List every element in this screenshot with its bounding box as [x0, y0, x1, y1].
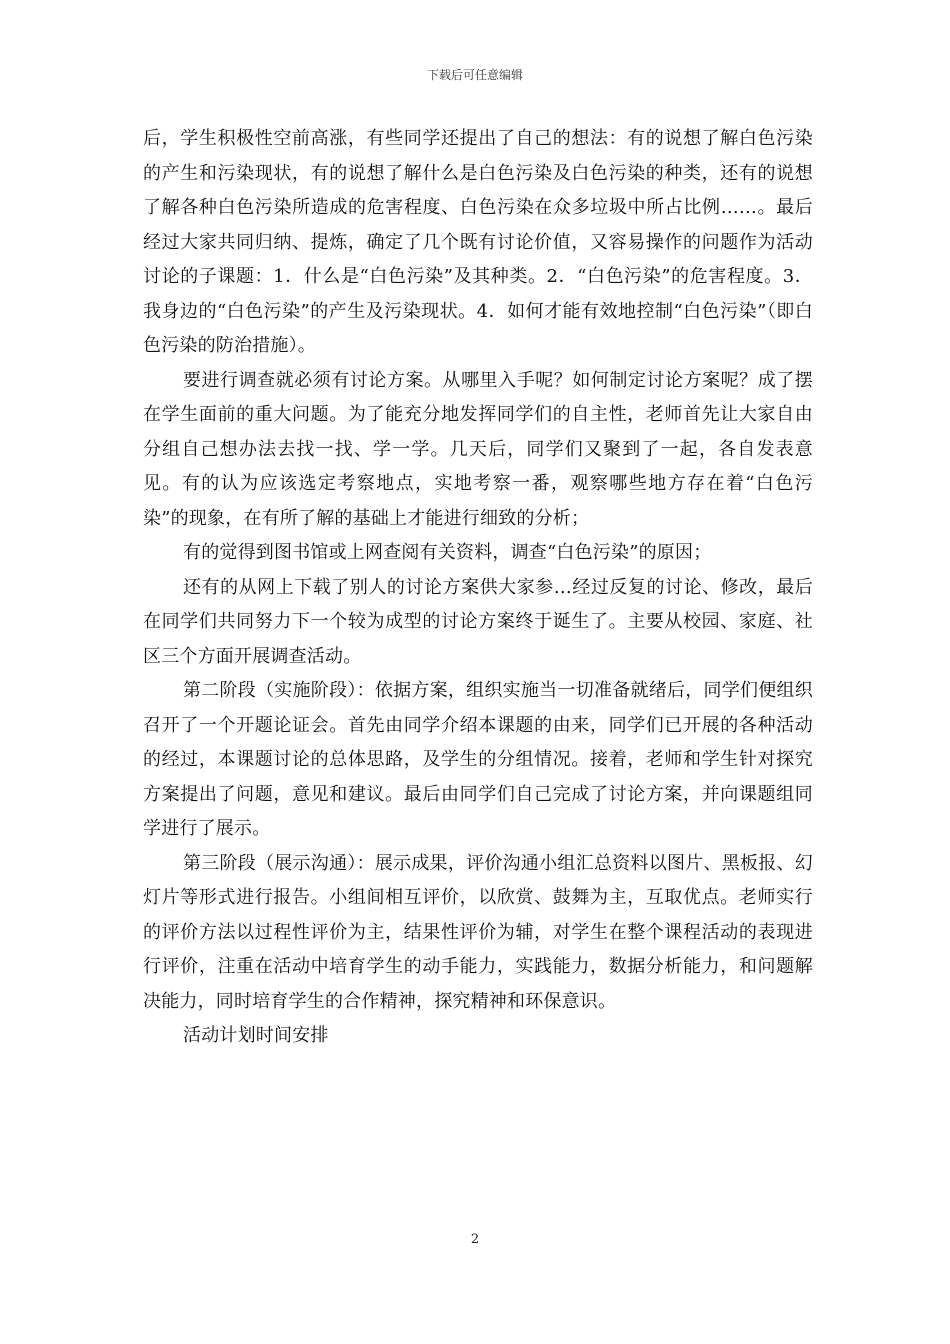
paragraph-plan: 要进行调查就必须有讨论方案。从哪里入手呢？如何制定讨论方案呢？成了摆在学生面前的重大问题。为了能充分地发挥同学们的自主性，老师首先让大家自由分组自己想办法去找一找、学一学。几天后，同学们又聚到了一起，各自发表意见。有的认为应该选定考察地点，实地考察一番，观察哪些地方存在着“白色污染”的现象，在有所了解的基础上才能进行细致的分析； — [143, 369, 813, 529]
page-number: 2 — [470, 1232, 480, 1247]
paragraph-stage-two: 第二阶段（实施阶段）：依据方案，组织实施当一切准备就绪后，同学们便组织召开了一个开题论证会。首先由同学介绍本课题的由来，同学们已开展的各种活动的经过，本课题讨论的总体思路，及学生的分组情况。接着，老师和学生针对探究方案提出了问题，意见和建议。最后由同学们自己完成了讨论方案，并向课题组同学进行了展示。 — [143, 680, 813, 839]
paragraph-schedule-heading: 活动计划时间安排 — [183, 1025, 329, 1046]
paragraph-download: 还有的从网上下载了别人的讨论方案供大家参…经过反复的讨论、修改，最后在同学们共同努力下一个较为成型的讨论方案终于诞生了。主要从校园、家庭、社区三个方面开展调查活动。 — [143, 576, 813, 667]
paragraph-library: 有的觉得到图书馆或上网查阅有关资料，调查“白色污染”的原因； — [183, 542, 712, 563]
document-body — [143, 122, 813, 1054]
paragraph-continuation: 后，学生积极性空前高涨，有些同学还提出了自己的想法：有的说想了解白色污染的产生和污染现状，有的说想了解什么是白色污染及白色污染的种类，还有的说想了解各种白色污染所造成的危害程度、白色污染在众多垃圾中所占比例……。最后经过大家共同归纳、提炼，确定了几个既有讨论价值，又容易操作的问题作为活动讨论的子课题：1．什么是“白色污染”及其种类。2．“白色污染”的危害程度。3．我身边的“白色污染”的产生及污染现状。4．如何才能有效地控制“白色污染”（即白色污染的防治措施）。 — [143, 128, 813, 356]
page-header: 下载后可任意编辑 — [426, 68, 523, 82]
paragraph-stage-three: 第三阶段（展示沟通）：展示成果，评价沟通小组汇总资料以图片、黑板报、幻灯片等形式进行报告。小组间相互评价，以欣赏、鼓舞为主，互取优点。老师实行的评价方法以过程性评价为主，结果性评价为辅，对学生在整个课程活动的表现进行评价，注重在活动中培育学生的动手能力，实践能力，数据分析能力，和问题解决能力，同时培育学生的合作精神，探究精神和环保意识。 — [143, 852, 813, 1012]
